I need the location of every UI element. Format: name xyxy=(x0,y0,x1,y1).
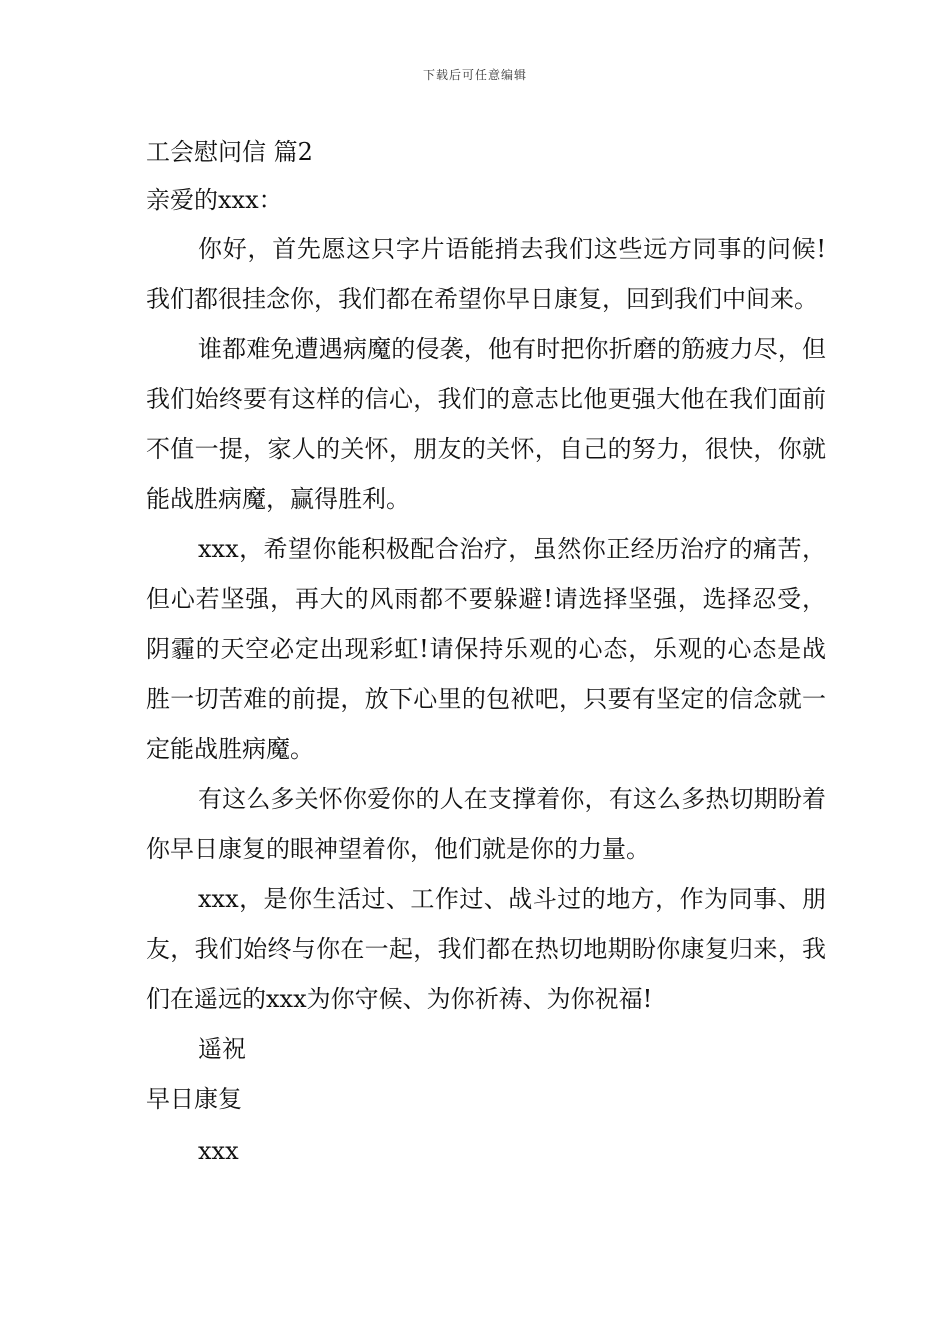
paragraph-1: 你好，首先愿这只字片语能捎去我们这些远方同事的问候!我们都很挂念你，我们都在希望你早日康复，回到我们中间来。 xyxy=(146,235,826,313)
salutation: 亲爱的xxx： xyxy=(146,186,283,214)
closing-phrase: 早日康复 xyxy=(146,1085,242,1113)
signature: xxx xyxy=(198,1137,239,1165)
letter-body xyxy=(146,128,826,1176)
paragraph-2: 谁都难免遭遇病魔的侵袭，他有时把你折磨的筋疲力尽，但我们始终要有这样的信心，我们的意志比他更强大他在我们面前不值一提，家人的关怀，朋友的关怀，自己的努力，很快，你就能战胜病魔，赢得胜利。 xyxy=(146,335,826,513)
header-note: 下载后可任意编辑 xyxy=(422,68,527,82)
closing-wish: 遥祝 xyxy=(198,1035,246,1063)
paragraph-4: 有这么多关怀你爱你的人在支撑着你，有这么多热切期盼着你早日康复的眼神望着你，他们就是你的力量。 xyxy=(146,785,826,863)
paragraph-3: xxx，希望你能积极配合治疗，虽然你正经历治疗的痛苦，但心若坚强，再大的风雨都不要躲避!请选择坚强，选择忍受，阴霾的天空必定出现彩虹!请保持乐观的心态，乐观的心态是战胜一切苦难的前提，放下心里的包袱吧，只要有坚定的信念就一定能战胜病魔。 xyxy=(146,535,826,763)
letter-title: 工会慰问信 篇2 xyxy=(146,138,313,166)
paragraph-5: xxx，是你生活过、工作过、战斗过的地方，作为同事、朋友，我们始终与你在一起，我们都在热切地期盼你康复归来，我们在遥远的xxx为你守候、为你祈祷、为你祝福! xyxy=(146,885,826,1013)
